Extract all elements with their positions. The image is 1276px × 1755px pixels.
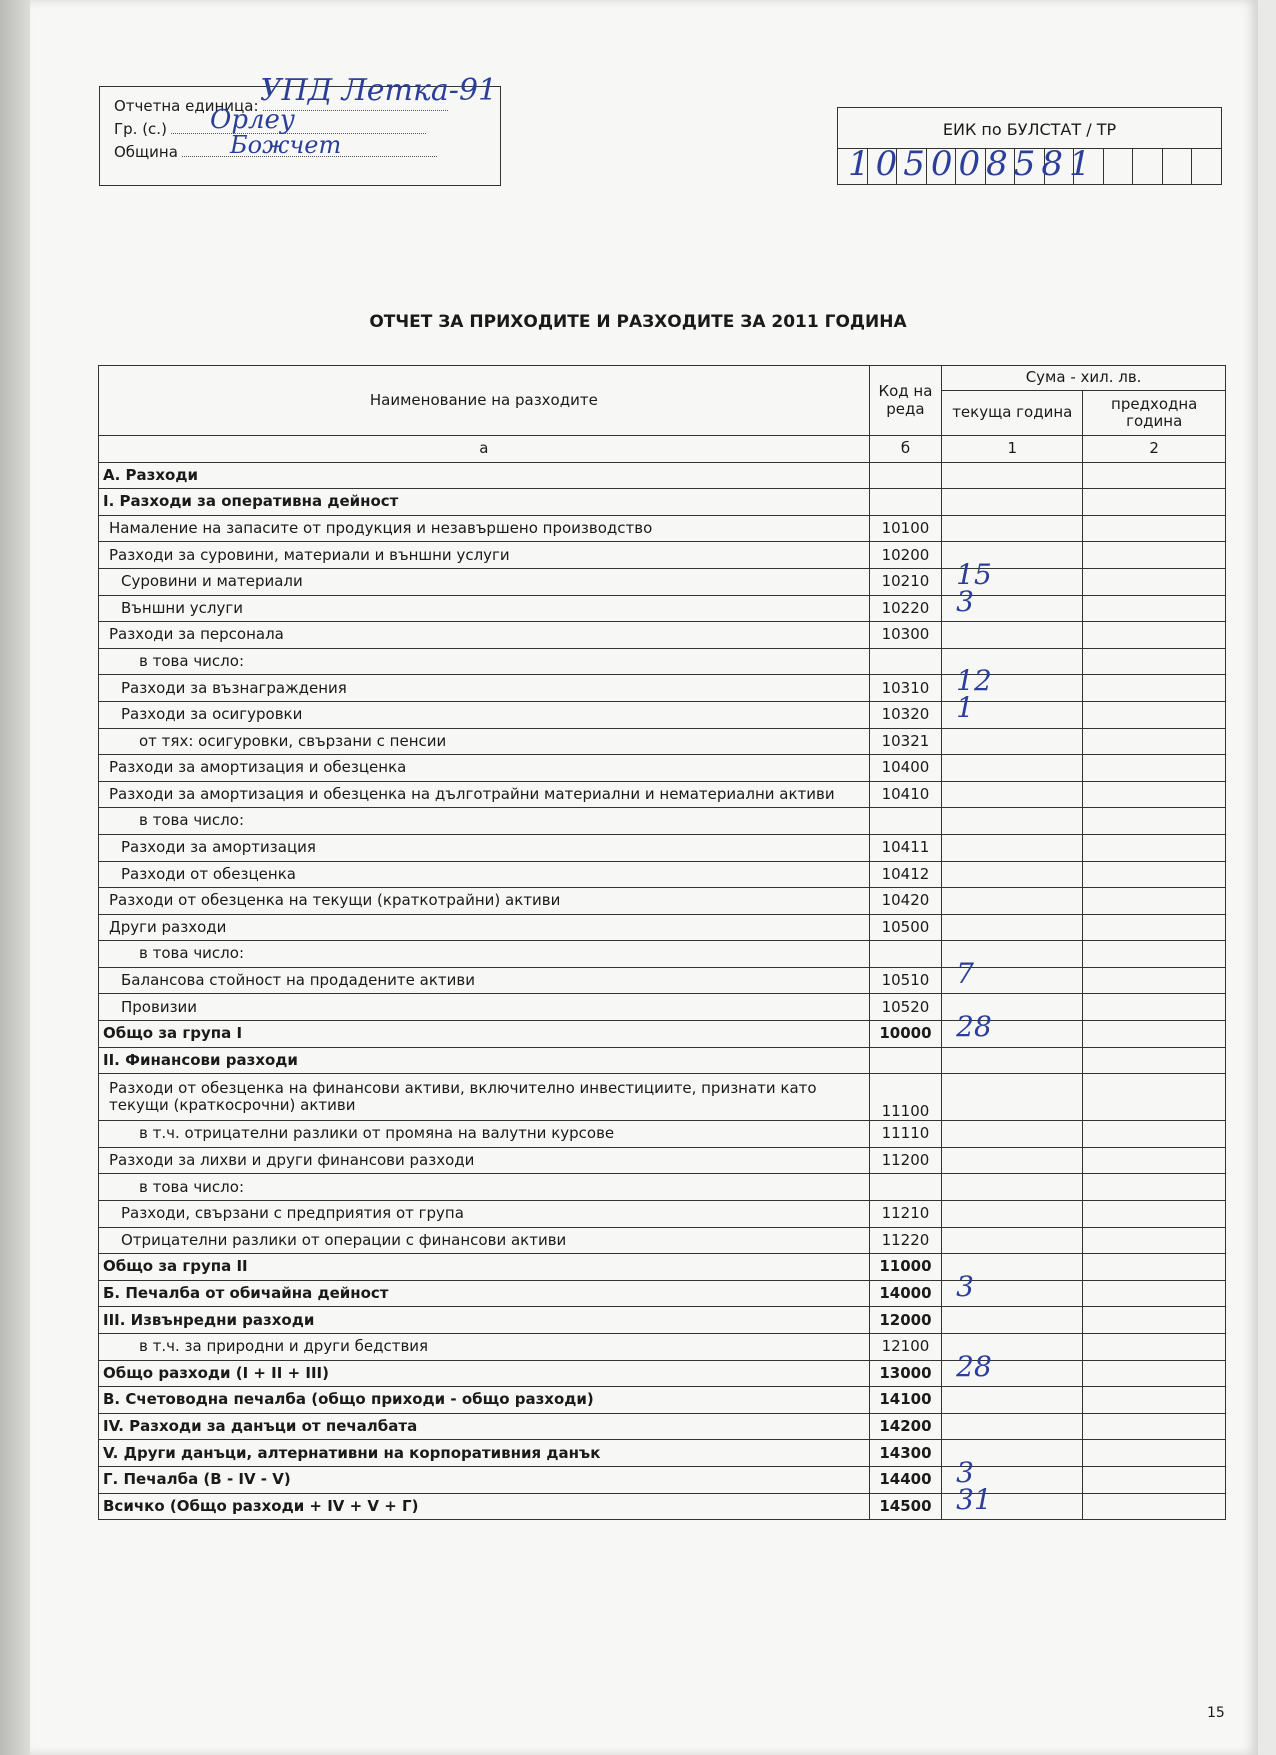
row-previous [1083,1360,1226,1387]
table-row [99,861,1226,888]
row-current [942,1482,1083,1520]
row-name: в това число: [99,648,870,675]
eik-box [837,107,1222,185]
table-row [99,542,1226,569]
row-current [942,1413,1083,1440]
row-current [942,1269,1083,1307]
row-previous [1083,781,1226,808]
row-previous [1083,861,1226,888]
table-row [99,1307,1226,1334]
row-name: в това число: [99,1174,870,1201]
row-current-value: 3 [956,584,974,618]
row-code: 10400 [869,755,941,782]
row-current [942,462,1083,489]
table-row [99,675,1226,702]
table-row [99,808,1226,835]
row-previous [1083,1021,1226,1048]
row-name: Разходи за амортизация [99,834,870,861]
row-name: Суровини и материали [99,568,870,595]
table-row [99,1047,1226,1074]
table-row [99,1413,1226,1440]
row-current [942,1307,1083,1334]
row-previous [1083,1074,1226,1121]
row-current [942,1174,1083,1201]
row-code: 14400 [869,1466,941,1493]
row-previous [1083,542,1226,569]
row-current [942,755,1083,782]
row-previous [1083,967,1226,994]
row-current [942,1227,1083,1254]
row-current [942,861,1083,888]
row-current [942,1147,1083,1174]
row-code [869,808,941,835]
row-name: Намаление на запасите от продукция и незавършено производство [99,515,870,542]
row-previous [1083,1440,1226,1467]
row-current-value: 3 [956,1269,974,1303]
row-name: Всичко (Общо разходи + IV + V + Г) [99,1493,870,1520]
table-row [99,755,1226,782]
row-name: А. Разходи [99,462,870,489]
row-current [942,1387,1083,1414]
row-name: Разходи за амортизация и обезценка на дълготрайни материални и нематериални активи [99,781,870,808]
row-code: 10210 [869,568,941,595]
row-name: Общо разходи (I + II + III) [99,1360,870,1387]
row-code: 12100 [869,1334,941,1361]
row-code [869,1047,941,1074]
row-code: 10412 [869,861,941,888]
row-code: 10300 [869,622,941,649]
table-row [99,595,1226,622]
row-name: Други разходи [99,914,870,941]
row-code: 10410 [869,781,941,808]
row-current [942,489,1083,516]
row-previous [1083,888,1226,915]
table-row [99,701,1226,728]
row-current [942,956,1083,994]
row-name: от тях: осигуровки, свързани с пенсии [99,728,870,755]
row-current [942,1121,1083,1148]
row-code: 14100 [869,1387,941,1414]
row-previous [1083,595,1226,622]
row-current-value: 31 [956,1482,992,1516]
table-row [99,994,1226,1021]
unit-value: УПД Летка-91 [260,73,498,108]
table-row [99,568,1226,595]
row-current [942,728,1083,755]
row-code [869,1174,941,1201]
row-code: 14300 [869,1440,941,1467]
row-name: Разходи за възнаграждения [99,675,870,702]
row-current-value: 28 [956,1010,992,1044]
row-previous [1083,808,1226,835]
table-row [99,1147,1226,1174]
row-code: 11110 [869,1121,941,1148]
row-code: 10420 [869,888,941,915]
row-current [942,888,1083,915]
unit-label: Отчетна единица: [114,97,259,115]
row-current [942,622,1083,649]
col-name-header: Наименование на разходите [99,366,870,436]
row-name: В. Счетоводна печалба (общо приходи - общо разходи) [99,1387,870,1414]
row-code: 13000 [869,1360,941,1387]
row-name: V. Други данъци, алтернативни на корпоративния данък [99,1440,870,1467]
eik-value: 105008581 [848,144,1097,184]
table-row [99,648,1226,675]
table-row [99,1360,1226,1387]
table-row [99,781,1226,808]
row-code: 10220 [869,595,941,622]
row-name: Разходи за осигуровки [99,701,870,728]
row-name: Външни услуги [99,595,870,622]
expenses-table [98,365,1226,1520]
table-row [99,462,1226,489]
row-code: 11220 [869,1227,941,1254]
row-current-value: 7 [956,956,974,990]
row-current-value: 15 [956,557,992,591]
row-previous [1083,755,1226,782]
row-current-value: 28 [956,1349,992,1383]
row-name: Разходи от обезценка на текущи (краткотрайни) активи [99,888,870,915]
row-current [942,584,1083,622]
row-current [942,1201,1083,1228]
table-row [99,914,1226,941]
table-row [99,1387,1226,1414]
table-row [99,515,1226,542]
table-row [99,489,1226,516]
eik-label: ЕИК по БУЛСТАТ / ТР [942,120,1117,139]
row-name: в това число: [99,808,870,835]
row-code [869,648,941,675]
row-code: 10100 [869,515,941,542]
city-value: Орлеу [210,105,295,135]
row-name: в т.ч. отрицателни разлики от промяна на валутни курсове [99,1121,870,1148]
row-code: 11200 [869,1147,941,1174]
row-current [942,1349,1083,1387]
report-title: ОТЧЕТ ЗА ПРИХОДИТЕ И РАЗХОДИТЕ ЗА 2011 ГОДИНА [369,312,907,332]
row-code: 10320 [869,701,941,728]
row-name: Отрицателни разлики от операции с финансови активи [99,1227,870,1254]
table-row [99,1254,1226,1281]
row-previous [1083,994,1226,1021]
row-previous [1083,1201,1226,1228]
row-code: 10520 [869,994,941,1021]
row-previous [1083,834,1226,861]
row-code: 10321 [869,728,941,755]
row-current [942,834,1083,861]
row-code: 11000 [869,1254,941,1281]
row-code: 10200 [869,542,941,569]
table-row [99,1334,1226,1361]
row-previous [1083,648,1226,675]
municipality-label: Община [114,143,178,161]
row-previous [1083,1466,1226,1493]
row-code [869,941,941,968]
page-edge [0,0,30,1755]
row-name: Балансова стойност на продадените активи [99,967,870,994]
row-previous [1083,1254,1226,1281]
row-code [869,489,941,516]
row-name: Разходи за лихви и други финансови разходи [99,1147,870,1174]
row-current [942,781,1083,808]
col-sum-header: Сума - хил. лв. [942,366,1226,391]
row-code: 14000 [869,1280,941,1307]
row-code: 10500 [869,914,941,941]
table-row [99,1021,1226,1048]
table-row [99,941,1226,968]
col-current-header: текуща година [942,391,1083,436]
table-row [99,967,1226,994]
row-code: 12000 [869,1307,941,1334]
row-previous [1083,1121,1226,1148]
idx-current: 1 [942,436,1083,463]
row-previous [1083,489,1226,516]
row-code: 11210 [869,1201,941,1228]
row-previous [1083,675,1226,702]
row-previous [1083,941,1226,968]
row-code: 10310 [869,675,941,702]
row-code: 14500 [869,1493,941,1520]
table-body [99,462,1226,1520]
table-row [99,1201,1226,1228]
table-row [99,1121,1226,1148]
table-row [99,1227,1226,1254]
row-name: Разходи за амортизация и обезценка [99,755,870,782]
row-previous [1083,622,1226,649]
table-row [99,1440,1226,1467]
row-name: Разходи от обезценка [99,861,870,888]
row-current [942,690,1083,728]
row-name: Разходи за суровини, материали и външни услуги [99,542,870,569]
row-name: Разходи, свързани с предприятия от група [99,1201,870,1228]
row-code: 11100 [869,1074,941,1121]
row-current [942,515,1083,542]
row-previous [1083,728,1226,755]
row-code: 10411 [869,834,941,861]
table-row [99,1493,1226,1520]
col-code-header: Код на реда [869,366,941,436]
row-current [942,808,1083,835]
row-previous [1083,462,1226,489]
row-previous [1083,515,1226,542]
row-previous [1083,1493,1226,1520]
col-previous-header: предходна година [1083,391,1226,436]
table-row [99,728,1226,755]
row-current [942,914,1083,941]
row-current [942,1047,1083,1074]
table-row [99,1074,1226,1121]
row-current-value: 3 [956,1455,974,1489]
row-previous [1083,701,1226,728]
row-current-value: 1 [956,690,974,724]
city-label: Гр. (с.) [114,120,167,138]
row-previous [1083,1334,1226,1361]
row-code: 10510 [869,967,941,994]
row-code [869,462,941,489]
row-code: 10000 [869,1021,941,1048]
row-name: III. Извънредни разходи [99,1307,870,1334]
table-row [99,622,1226,649]
row-previous [1083,1227,1226,1254]
idx-previous: 2 [1083,436,1226,463]
row-name: Общо за група I [99,1021,870,1048]
row-current [942,1010,1083,1048]
row-name: в това число: [99,941,870,968]
row-previous [1083,568,1226,595]
row-previous [1083,1387,1226,1414]
row-name: Провизии [99,994,870,1021]
row-code: 14200 [869,1413,941,1440]
page-number: 15 [1207,1705,1225,1721]
row-name: Общо за група II [99,1254,870,1281]
table-row [99,1174,1226,1201]
row-previous [1083,1413,1226,1440]
row-name: II. Финансови разходи [99,1047,870,1074]
row-previous [1083,1307,1226,1334]
row-previous [1083,1174,1226,1201]
row-name: в т.ч. за природни и други бедствия [99,1334,870,1361]
row-name: Г. Печалба (В - IV - V) [99,1466,870,1493]
reporting-unit-box [99,73,501,186]
row-name: IV. Разходи за данъци от печалбата [99,1413,870,1440]
table-row [99,1280,1226,1307]
row-current [942,1074,1083,1121]
row-name: I. Разходи за оперативна дейност [99,489,870,516]
table-row [99,834,1226,861]
row-previous [1083,914,1226,941]
row-previous [1083,1047,1226,1074]
table-row [99,888,1226,915]
municipality-value: Божчет [230,131,342,159]
row-name: Б. Печалба от обичайна дейност [99,1280,870,1307]
idx-code: б [869,436,941,463]
row-name: Разходи от обезценка на финансови активи, включително инвестициите, признати като текущи (краткосрочни) активи [99,1074,870,1121]
row-previous [1083,1147,1226,1174]
table-row [99,1466,1226,1493]
row-name: Разходи за персонала [99,622,870,649]
row-current-value: 12 [956,664,992,698]
row-previous [1083,1280,1226,1307]
idx-name: а [99,436,870,463]
